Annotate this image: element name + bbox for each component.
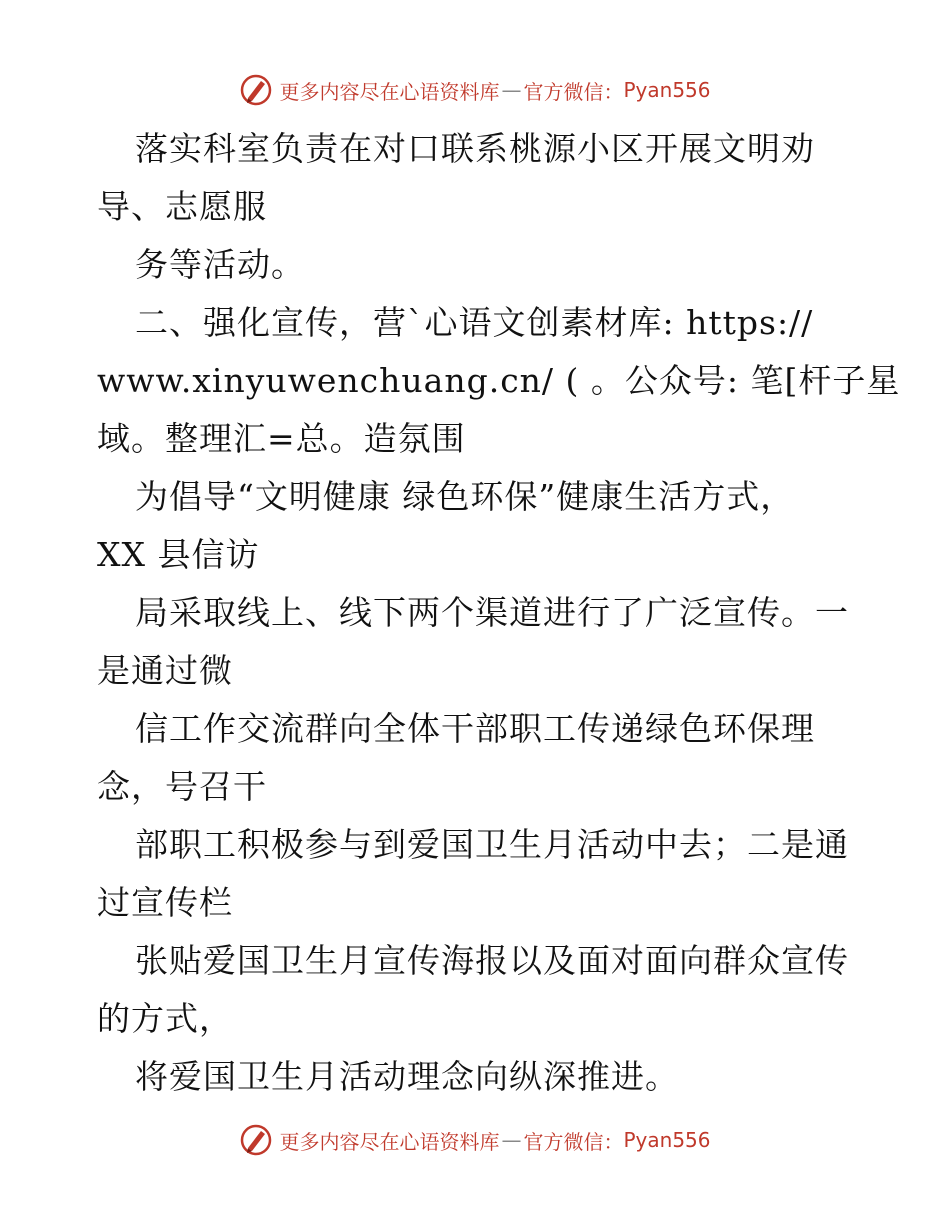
text-line: 将爱国卫生月活动理念向纵深推进。 (135, 1057, 679, 1096)
text-line: 是通过微 (97, 651, 233, 690)
text-line: 务等活动。 (135, 245, 305, 284)
watermark-text: 更多内容尽在心语资料库 (279, 1129, 500, 1154)
text-line: 信工作交流群向全体干部职工传递绿色环保理 (135, 709, 815, 748)
watermark-handle: Pyan556 (623, 78, 711, 102)
watermark-suffix: 官方微信： (523, 1129, 624, 1154)
text-line: 念，号召干 (97, 767, 267, 806)
text-line: 部职工积极参与到爱国卫生月活动中去；二是通 (135, 825, 849, 864)
text-line: 局采取线上、线下两个渠道进行了广泛宣传。一 (135, 593, 849, 632)
text-line: 的方式， (97, 999, 233, 1038)
text-line: 张贴爱国卫生月宣传海报以及面对面向群众宣传 (135, 941, 849, 980)
text-line: 过宣传栏 (97, 883, 233, 922)
text-line: XX 县信访 (97, 535, 260, 574)
watermark-separator: — (501, 78, 522, 102)
watermark-handle: Pyan556 (623, 1128, 711, 1152)
watermark-separator: — (501, 1128, 522, 1152)
text-line: 为倡导“文明健康 绿色环保”健康生活方式， (135, 477, 795, 516)
watermark-suffix: 官方微信： (523, 79, 624, 104)
text-line: 二、强化宣传，营`心语文创素材库: https:// (135, 303, 814, 342)
text-line: 导、志愿服 (97, 187, 267, 226)
text-line: www.xinyuwenchuang.cn/ ( 。公众号: 笔[杆子星 (97, 361, 901, 400)
header-watermark (0, 70, 950, 110)
text-line: 域。整理汇=总。造氛围 (97, 419, 466, 458)
pen-logo-icon (239, 73, 273, 107)
document-body (97, 120, 901, 1106)
watermark-text: 更多内容尽在心语资料库 (279, 79, 500, 104)
text-line: 落实科室负责在对口联系桃源小区开展文明劝 (135, 129, 815, 168)
footer-watermark (0, 1120, 950, 1160)
pen-logo-icon (239, 1123, 273, 1157)
